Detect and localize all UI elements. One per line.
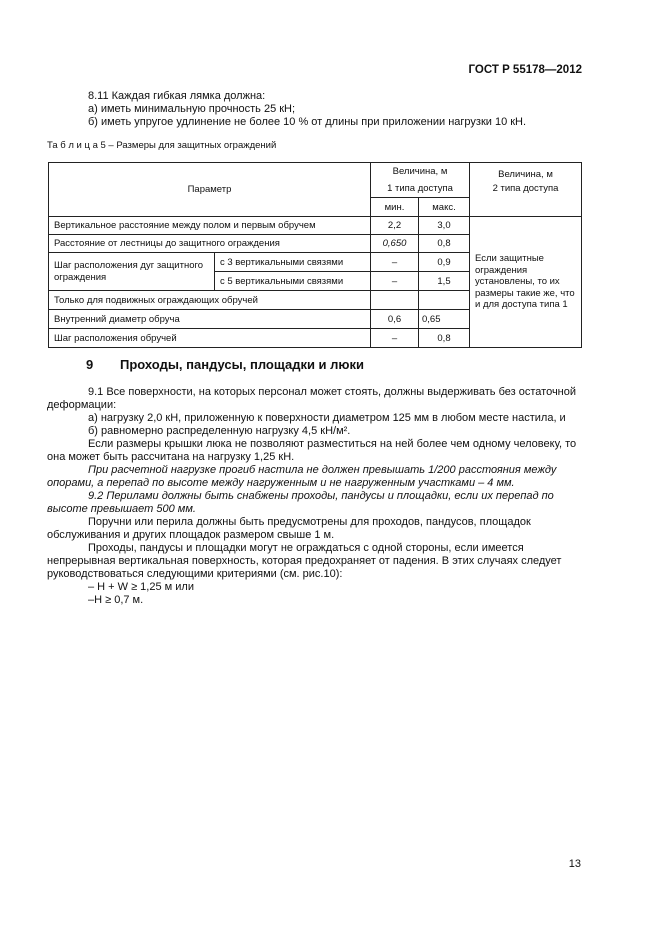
- paragraph-line: При расчетной нагрузке прогиб настила не должен превышать 1/200 расстояния между: [88, 464, 557, 476]
- table-caption: Та б л и ц а 5 – Размеры для защитных ограждений: [47, 140, 277, 151]
- row-max: 0,9: [419, 253, 470, 272]
- row-min: –: [371, 272, 419, 291]
- header-type1: [371, 163, 470, 198]
- paragraph-line: Если размеры крышки люка не позволяют разместиться на ней более чем одному человеку, то: [88, 438, 577, 450]
- table-row: [49, 217, 582, 235]
- criterion-line: –H ≥ 0,7 м.: [88, 594, 144, 606]
- header-parameter: Параметр: [49, 163, 371, 217]
- paragraph-line: 9.2 Перилами должны быть снабжены проходы, пандусы и площадки, если их перепад по: [88, 490, 554, 502]
- document-id: ГОСТ Р 55178—2012: [468, 64, 582, 76]
- row-max: 0,8: [419, 329, 470, 348]
- header-type2-line2: 2 типа доступа: [492, 183, 559, 194]
- clause-8-11-item-a: а) иметь минимальную прочность 25 кН;: [88, 103, 296, 115]
- paragraph-line: непрерывная вертикальная поверхность, которая предохраняет от падения. В этих случаях следует: [47, 555, 562, 567]
- section-heading: [86, 357, 364, 372]
- row-max: [419, 291, 470, 310]
- row-sub: с 3 вертикальными связями: [215, 253, 371, 272]
- type2-note: Если защитные ограждения установлены, то их размеры такие же, что и для доступа типа 1: [470, 217, 582, 348]
- row-min: 0,6: [371, 310, 419, 329]
- row-param: Только для подвижных ограждающих обручей: [49, 291, 371, 310]
- row-sub: с 5 вертикальными связями: [215, 272, 371, 291]
- subheader-min: мин.: [371, 198, 419, 217]
- subheader-max: макс.: [419, 198, 470, 217]
- clause-8-11-line: 8.11 Каждая гибкая лямка должна:: [88, 90, 266, 102]
- row-min: –: [371, 253, 419, 272]
- paragraph-line: а) нагрузку 2,0 кН, приложенную к поверхности диаметром 125 мм в любом месте настила, и: [88, 412, 566, 424]
- table-header-row: [49, 163, 582, 198]
- row-max: 1,5: [419, 272, 470, 291]
- row-min: –: [371, 329, 419, 348]
- paragraph-line: Проходы, пандусы и площадки могут не ограждаться с одной стороны, если имеется: [88, 542, 524, 554]
- row-min: 2,2: [371, 217, 419, 235]
- row-param: Внутренний диаметр обруча: [49, 310, 371, 329]
- row-param: Шаг расположения дуг защитного ограждения: [49, 253, 215, 291]
- header-type1-line1: Величина, м: [392, 166, 448, 177]
- row-param: Шаг расположения обручей: [49, 329, 371, 348]
- paragraph-line: она может быть рассчитана на нагрузку 1,25 кН.: [47, 451, 295, 463]
- paragraph-line: обслуживания и других площадок размером свыше 1 м.: [47, 529, 335, 541]
- dimensions-table: [48, 162, 582, 348]
- header-type1-line2: 1 типа доступа: [387, 183, 453, 194]
- row-max: 3,0: [419, 217, 470, 235]
- paragraph-line: опорами, а перепад по высоте между нагруженным и не нагруженным участками – 4 мм.: [47, 477, 515, 489]
- header-type2-line1: Величина, м: [498, 169, 553, 180]
- section-title: Проходы, пандусы, площадки и люки: [120, 357, 365, 372]
- row-param: Вертикальное расстояние между полом и первым обручем: [49, 217, 371, 235]
- criterion-line: – H + W ≥ 1,25 м или: [88, 581, 194, 593]
- paragraph-line: руководствоваться следующими критериями (см. рис.10):: [47, 568, 343, 580]
- paragraph-line: высоте превышает 500 мм.: [47, 503, 196, 515]
- clause-8-11-item-b: б) иметь упругое удлинение не более 10 % от длины при приложении нагрузки 10 кН.: [88, 116, 527, 128]
- header-type2: [470, 163, 582, 217]
- row-param: Расстояние от лестницы до защитного ограждения: [49, 235, 371, 253]
- row-min: 0,650: [371, 235, 419, 253]
- paragraph-line: 9.1 Все поверхности, на которых персонал может стоять, должны выдерживать без остаточной: [88, 386, 577, 398]
- row-max: 0,65: [419, 310, 470, 329]
- row-max: 0,8: [419, 235, 470, 253]
- paragraph-line: деформации:: [47, 399, 117, 411]
- paragraph-line: б) равномерно распределенную нагрузку 4,5 кН/м².: [88, 425, 351, 437]
- paragraph-line: Поручни или перила должны быть предусмотрены для проходов, пандусов, площадок: [88, 516, 531, 528]
- section-number: 9: [86, 357, 94, 372]
- row-min: [371, 291, 419, 310]
- page-number: 13: [568, 858, 581, 870]
